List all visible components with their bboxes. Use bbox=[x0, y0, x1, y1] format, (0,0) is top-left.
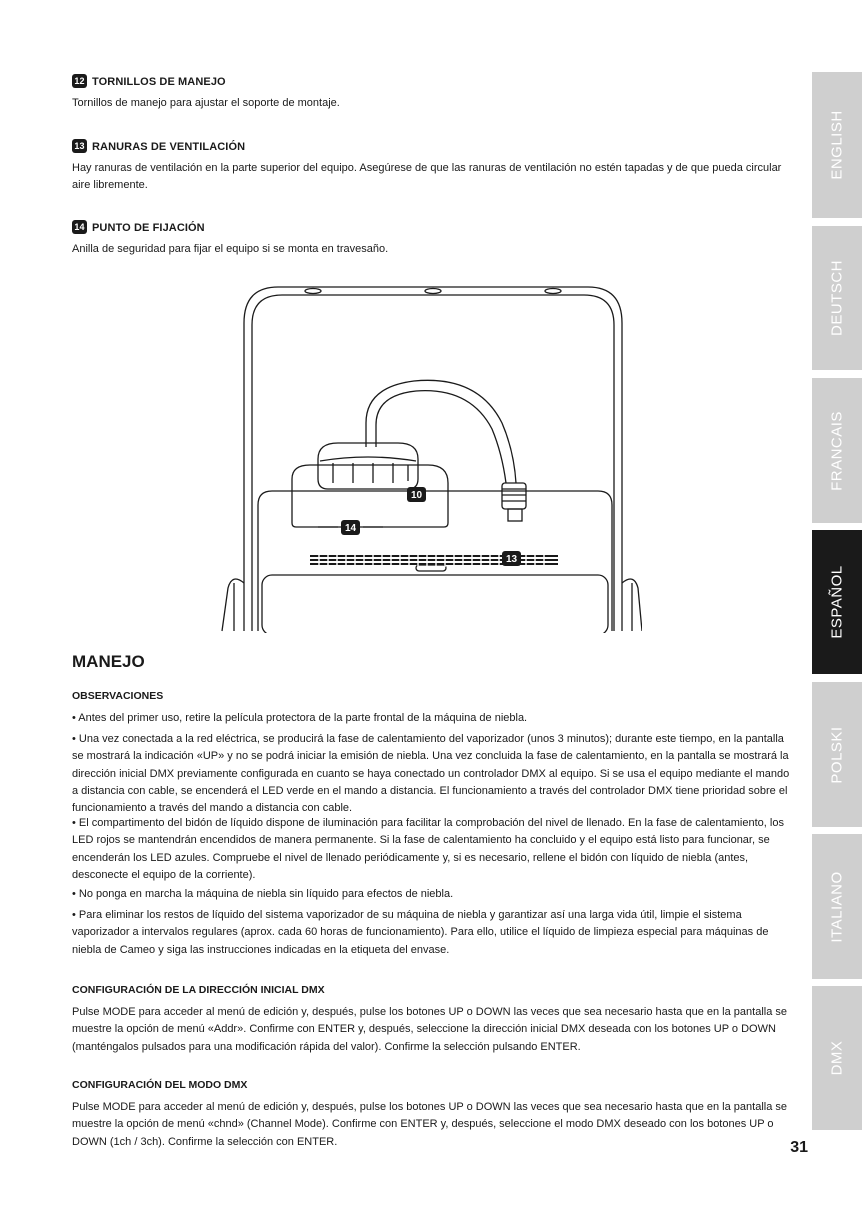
callout-14-label: 14 bbox=[344, 523, 357, 534]
section-13-number: 13 bbox=[72, 139, 87, 153]
tab-polski-label: POLSKI bbox=[828, 725, 846, 784]
tab-francais[interactable] bbox=[812, 378, 862, 523]
section-14-title bbox=[72, 220, 205, 234]
section-13-text: Hay ranuras de ventilación en la parte superior del equipo. Asegúrese de que las ranuras de ventilación no estén tapadas y de que pueda circular aire libremente. bbox=[72, 162, 782, 191]
section-14-number: 14 bbox=[72, 220, 87, 234]
tab-espanol-label: ESPAÑOL bbox=[828, 565, 846, 639]
tab-deutsch-label: DEUTSCH bbox=[828, 259, 846, 337]
page-number: 31 bbox=[790, 1139, 808, 1156]
tab-polski[interactable] bbox=[812, 682, 862, 827]
callout-13 bbox=[502, 551, 521, 566]
section-12-text: Tornillos de manejo para ajustar el soporte de montaje. bbox=[72, 97, 340, 109]
section-13-title-text: RANURAS DE VENTILACIÓN bbox=[92, 141, 246, 153]
callout-14 bbox=[341, 520, 360, 535]
observacion-bullet: • No ponga en marcha la máquina de niebla sin líquido para efectos de niebla. bbox=[72, 888, 454, 900]
observacion-bullet: • Antes del primer uso, retire la película protectora de la parte frontal de la máquina de niebla. bbox=[72, 712, 528, 724]
tab-deutsch[interactable] bbox=[812, 226, 862, 370]
tab-italiano-label: ITALIANO bbox=[828, 870, 846, 943]
section-14-text: Anilla de seguridad para fijar el equipo si se monta en travesaño. bbox=[72, 243, 389, 255]
section-12-title-text: TORNILLOS DE MANEJO bbox=[92, 76, 226, 88]
observacion-bullet: • Para eliminar los restos de líquido del sistema vaporizador de su máquina de niebla y garantizar así una larga vida útil, limpie el sistema vaporizador a intervalos regulares (aprox. cada 60 horas de funcionamiento). Para ello, utilice el líquido de limpieza especial para máquinas de niebla de Cameo y siga las instrucciones indicadas en la etiqueta del envase. bbox=[72, 909, 769, 956]
device-illustration bbox=[218, 283, 642, 633]
observaciones-heading: OBSERVACIONES bbox=[72, 690, 164, 702]
manejo-heading: MANEJO bbox=[72, 652, 145, 671]
dmx-mode-heading: CONFIGURACIÓN DEL MODO DMX bbox=[72, 1079, 248, 1091]
tab-espanol[interactable] bbox=[812, 530, 862, 674]
section-12-number: 12 bbox=[72, 74, 87, 88]
callout-10 bbox=[407, 487, 426, 502]
observacion-bullet: • Una vez conectada a la red eléctrica, se producirá la fase de calentamiento del vaporizador (unos 3 minutos); durante este tiempo, en la pantalla se mostrará la indicación «UP» y no se podrá iniciar la emisión de niebla. Una vez concluida la fase de calentamiento, en la pantalla se mostrará la dirección inicial DMX previamente configurada en cuanto se haya conectado un controlador DMX al equipo. Si se usa el equipo mediante el mando a distancia con cable, se encenderá el LED verde en el mando a distancia. El funcionamiento a través del controlador DMX tiene prioridad sobre el funcionamiento a través del mando a distancia con cable. bbox=[72, 733, 790, 815]
section-13-title bbox=[72, 139, 245, 153]
dmx-address-heading: CONFIGURACIÓN DE LA DIRECCIÓN INICIAL DMX bbox=[72, 984, 325, 996]
tab-dmx[interactable] bbox=[812, 986, 862, 1130]
fog-machine-drawing bbox=[218, 283, 642, 633]
tab-english-label: ENGLISH bbox=[828, 110, 846, 180]
tab-francais-label: FRANCAIS bbox=[828, 410, 846, 491]
tab-dmx-label: DMX bbox=[828, 1040, 846, 1076]
dmx-address-text: Pulse MODE para acceder al menú de edición y, después, pulse los botones UP o DOWN las veces que sea necesario hasta que en la pantalla se muestre la opción de menú «Addr». Confirme con ENTER y, después, seleccione la dirección inicial DMX deseada con los botones UP o DOWN (manténgalos pulsados para una modificación rápida del valor). Confirme la selección pulsando ENTER. bbox=[72, 1006, 787, 1053]
tab-italiano[interactable] bbox=[812, 834, 862, 979]
callout-10-label: 10 bbox=[410, 490, 423, 501]
observacion-bullet: • El compartimento del bidón de líquido dispone de iluminación para facilitar la comprobación del nivel de llenado. En la fase de calentamiento, los LED rojos se mantendrán encendidos de manera permanente. Si la fase de calentamiento ha concluido y el equipo está listo para funcionar, se encenderán los LED azules. Compruebe el nivel de llenado periódicamente y, si es necesario, rellene el bidón con líquido de niebla (antes, desconecte el equipo de la corriente). bbox=[72, 817, 784, 881]
callout-13-label: 13 bbox=[505, 554, 518, 565]
dmx-mode-text: Pulse MODE para acceder al menú de edición y, después, pulse los botones UP o DOWN las veces que sea necesario hasta que en la pantalla se muestre la opción de menú «chnd» (Channel Mode). Confirme con ENTER y, después, seleccione el modo DMX deseado con los botones UP o DOWN (1ch / 3ch). Confirme la selección con ENTER. bbox=[72, 1101, 787, 1148]
section-14-title-text: PUNTO DE FIJACIÓN bbox=[92, 222, 205, 234]
section-12-title bbox=[72, 74, 226, 88]
tab-english[interactable] bbox=[812, 72, 862, 218]
